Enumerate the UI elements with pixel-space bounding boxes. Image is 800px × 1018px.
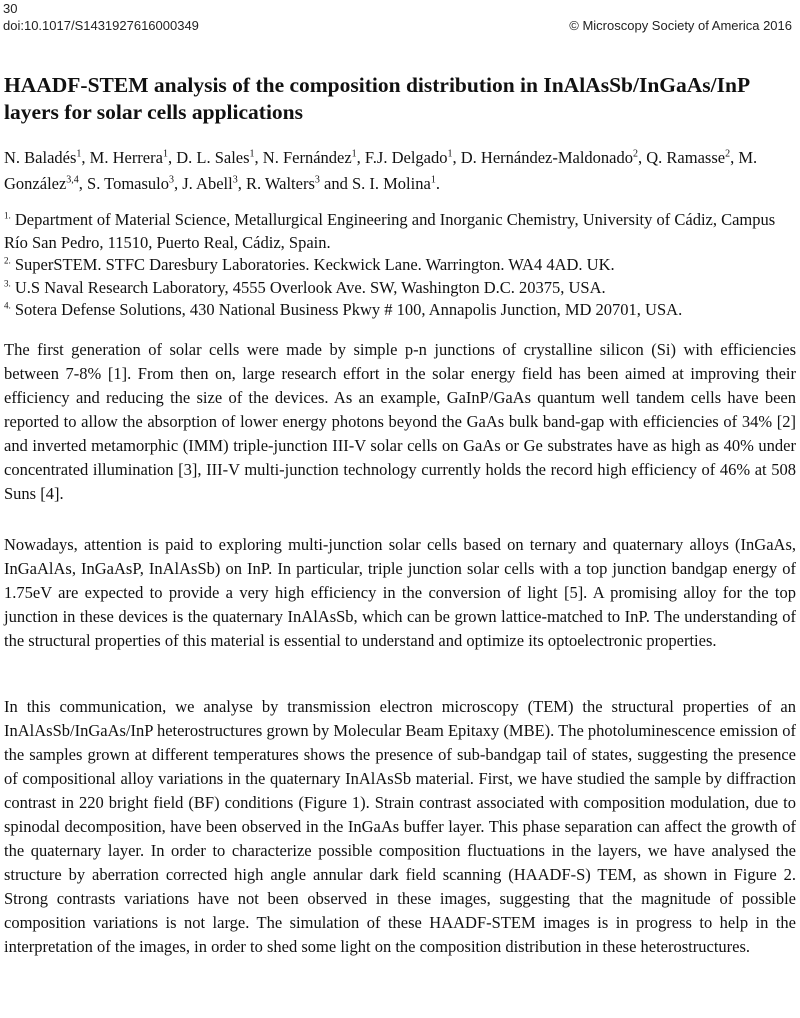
affiliation-item: [4, 254, 796, 277]
author-affiliation-mark: 1: [76, 148, 82, 160]
affiliation-text: Department of Material Science, Metallurgical Engineering and Inorganic Chemistry, University of Cádiz, Campus Río San Pedro, 11510, Puerto Real, Cádiz, Spain.: [4, 210, 776, 252]
author-name: D. L. Sales: [176, 148, 250, 167]
affiliation-item: [4, 277, 796, 300]
author-name: N. Baladés: [4, 148, 77, 167]
author-affiliation-mark: 1: [351, 148, 357, 160]
author-separator: ,: [81, 148, 90, 167]
author-separator: and: [319, 174, 352, 193]
author-separator: ,: [730, 148, 739, 167]
affiliation-number: 1.: [4, 210, 11, 221]
author-affiliation-mark: 1: [430, 174, 436, 186]
affiliation-text: U.S Naval Research Laboratory, 4555 Overlook Ave. SW, Washington D.C. 20375, USA.: [14, 277, 606, 297]
author-name: D. Hernández-Maldonado: [460, 148, 634, 167]
affiliation-item: [4, 209, 796, 254]
affiliation-number: 2.: [4, 255, 11, 266]
author-name: M. González: [4, 148, 758, 193]
affiliation-text: Sotera Defense Solutions, 430 National Business Pkwy # 100, Annapolis Junction, MD 20701, USA.: [14, 300, 683, 319]
author-separator: ,: [174, 174, 183, 193]
author-separator: ,: [638, 148, 647, 167]
author-affiliation-mark: 2: [633, 148, 639, 160]
author-name: N. Fernández: [262, 148, 352, 167]
affiliation-number: 4.: [4, 300, 11, 311]
author-separator: ,: [254, 148, 263, 167]
author-name: S. Tomasulo: [87, 174, 170, 193]
author-affiliation-mark: 3: [169, 174, 175, 186]
author-affiliation-mark: 3: [314, 174, 320, 186]
author-affiliation-mark: 1: [447, 148, 453, 160]
author-name: R. Walters: [245, 174, 315, 193]
paper-title: HAADF-STEM analysis of the composition distribution in InAlAsSb/InGaAs/InP layers for solar cells applications: [4, 73, 749, 124]
author-affiliation-mark: 2: [725, 148, 731, 160]
affiliation-text: SuperSTEM. STFC Daresbury Laboratories. Keckwick Lane. Warrington. WA4 4AD. UK.: [14, 255, 615, 274]
affiliation-list: [4, 209, 796, 322]
affiliation-item: [4, 299, 796, 322]
author-affiliation-mark: 3,4: [66, 174, 79, 186]
body-paragraph-3: In this communication, we analyse by transmission electron microscopy (TEM) the structural properties of an InAlAsSb/InGaAs/InP heterostructures grown by Molecular Beam Epitaxy (MBE). The photoluminescence emission of the samples grown at different temperatures shows the presence of sub-bandgap tail of states, suggesting the presence of compositional alloy variations in the quaternary InAlAsSb material. First, we have studied the sample by diffraction contrast in 220 bright field (BF) conditions (Figure 1). Strain contrast associated with composition modulation, due to spinodal decomposition, have been observed in the InGaAs buffer layer. This phase separation can affect the growth of the quaternary layer. In order to characterize possible composition fluctuations in the layers, we have analysed the structure by aberration corrected high angle annular dark field scanning (HAADF-S) TEM, as shown in Figure 2. Strong contrasts variations have not been observed in these images, suggesting that the magnitude of possible composition variations is not large. The simulation of these HAADF-STEM images is in progress to help in the interpretation of the images, in order to shed some light on the composition distribution in these heterostructures.: [4, 697, 796, 956]
author-name: Q. Ramasse: [646, 148, 726, 167]
author-affiliation-mark: 1: [249, 148, 255, 160]
author-affiliation-mark: 1: [162, 148, 168, 160]
author-name: M. Herrera: [89, 148, 163, 167]
doi-link[interactable]: doi:10.1017/S1431927616000349: [3, 18, 199, 33]
author-affiliation-mark: 3: [232, 174, 238, 186]
author-separator: ,: [237, 174, 246, 193]
page-number: 30: [3, 1, 18, 16]
author-separator: ,: [78, 174, 88, 193]
author-separator: ,: [167, 148, 177, 167]
body-paragraph-2: Nowadays, attention is paid to exploring multi-junction solar cells based on ternary and quaternary alloys (InGaAs, InGaAlAs, InGaAsP, InAlAsSb) on InP. In particular, triple junction solar cells with a top junction bandgap energy of 1.75eV are expected to provide a very high efficiency in the conversion of light [5]. A promising alloy for the top junction in these devices is the quaternary InAlAsSb, which can be grown lattice-matched to InP. The understanding of the structural properties of this material is essential to understand and optimize its optoelectronic properties.: [4, 535, 796, 650]
author-list: [4, 145, 796, 197]
affiliation-number: 3.: [4, 278, 11, 288]
author-separator: ,: [356, 148, 365, 167]
copyright-notice: © Microscopy Society of America 2016: [569, 18, 792, 33]
author-separator: ,: [452, 148, 461, 167]
author-separator: .: [435, 174, 440, 193]
body-paragraph-1: The first generation of solar cells were made by simple p-n junctions of crystalline silicon (Si) with efficiencies between 7-8% [1]. From then on, large research effort in the solar energy field has been aimed at improving their efficiency and reducing the size of the devices. As an example, GaInP/GaAs quantum well tandem cells have been reported to allow the absorption of lower energy photons beyond the GaAs bulk band-gap with efficiencies of 34% [2] and inverted metamorphic (IMM) triple-junction III-V solar cells on GaAs or Ge substrates have as high as 40% under concentrated illumination [3], III-V multi-junction technology currently holds the record high efficiency of 46% at 508 Suns [4].: [4, 340, 796, 503]
author-name: J. Abell: [182, 174, 233, 193]
author-name: F.J. Delgado: [364, 148, 448, 167]
author-name: S. I. Molina: [351, 174, 431, 193]
